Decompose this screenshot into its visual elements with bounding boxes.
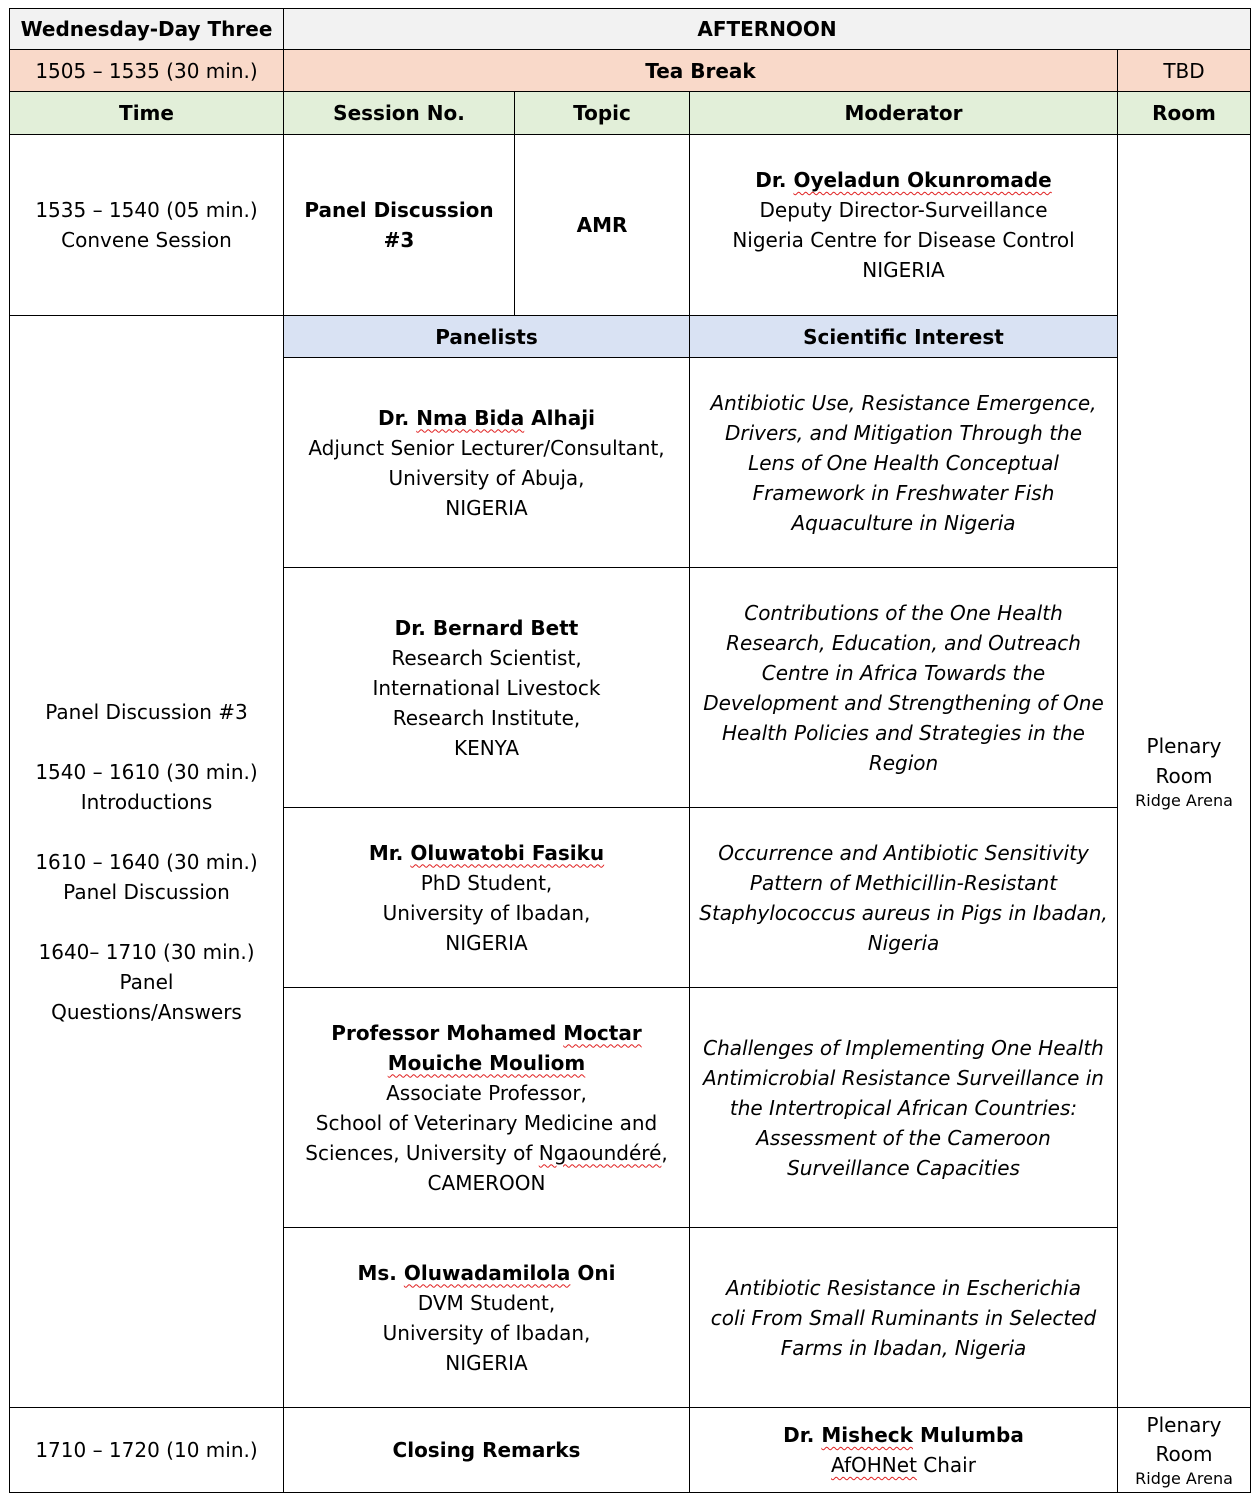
col-time: Time (10, 92, 284, 135)
tea-label: Tea Break (284, 50, 1118, 92)
interest-line: Centre in Africa Towards the (761, 660, 1046, 685)
room-name: Plenary (1146, 1413, 1222, 1437)
panelist-detail: DVM Student, (417, 1290, 556, 1315)
convene-time: 1535 – 1540 (05 min.) (35, 198, 258, 222)
closing-moderator-name: Dr. Misheck Mulumba (783, 1423, 1024, 1447)
interest-cell (690, 808, 1118, 988)
panelist-name-2: Mouiche Mouliom (387, 1050, 586, 1075)
tea-room: TBD (1118, 50, 1251, 92)
closing-moderator (690, 1408, 1118, 1493)
interest-line: Assessment of the Cameroon (756, 1125, 1051, 1150)
panelists-header: Panelists (284, 316, 690, 358)
panelist-detail: Research Institute, (392, 705, 581, 730)
slot-time: 1540 – 1610 (30 min.) (35, 759, 258, 784)
interest-line: Drivers, and Mitigation Through the (724, 420, 1083, 445)
convene-session: Panel Discussion #3 (284, 135, 515, 316)
panelist-detail: KENYA (453, 735, 520, 760)
panelist-cell (284, 358, 690, 568)
interest-line: Antimicrobial Resistance Surveillance in (703, 1065, 1104, 1090)
moderator-name: Dr. Oyeladun Okunromade (755, 168, 1052, 192)
period-header: AFTERNOON (284, 9, 1251, 50)
panelist-detail: CAMEROON (427, 1170, 546, 1195)
slot-label-2: Questions/Answers (51, 999, 242, 1024)
interest-line: Pattern of Methicillin-Resistant (749, 870, 1058, 895)
slot-time: 1610 – 1640 (30 min.) (35, 849, 258, 874)
interest-line: Research, Education, and Outreach (726, 630, 1081, 655)
convene-topic: AMR (515, 135, 690, 316)
interest-cell (690, 988, 1118, 1228)
convene-moderator (690, 135, 1118, 316)
interest-line: Lens of One Health Conceptual (748, 450, 1059, 475)
panelist-cell (284, 808, 690, 988)
interest-cell (690, 568, 1118, 808)
slot-label: Panel Discussion (63, 879, 230, 904)
closing-time: 1710 – 1720 (10 min.) (10, 1408, 284, 1493)
closing-room (1118, 1408, 1251, 1493)
slot-label: Introductions (80, 789, 213, 814)
panelist-detail: Sciences, University of Ngaoundéré, (305, 1140, 668, 1165)
interest-line: Development and Strengthening of One (703, 690, 1104, 715)
interest-line: Challenges of Implementing One Health (703, 1035, 1104, 1060)
interest-line: Antibiotic Resistance in Escherichia (726, 1275, 1081, 1300)
panelist-name: Dr. Bernard Bett (394, 615, 579, 640)
closing-session: Closing Remarks (284, 1408, 690, 1493)
panel-title: Panel Discussion #3 (45, 699, 248, 724)
panelist-detail: NIGERIA (445, 1350, 528, 1375)
interest-line: the Intertropical African Countries: (729, 1095, 1078, 1120)
panelist-detail: School of Veterinary Medicine and (315, 1110, 658, 1135)
moderator-role: Deputy Director-Surveillance (759, 198, 1048, 222)
slot-time: 1640– 1710 (30 min.) (38, 939, 255, 964)
interest-header: Scientific Interest (690, 316, 1118, 358)
panelist-cell (284, 1228, 690, 1408)
plenary-room-cell (1118, 135, 1251, 1408)
schedule-table (9, 8, 1251, 1493)
room-venue: Ridge Arena (1135, 1469, 1233, 1488)
room-name-2: Room (1155, 764, 1213, 788)
col-room: Room (1118, 92, 1251, 135)
convene-time-label: Convene Session (61, 228, 232, 252)
interest-line: Occurrence and Antibiotic Sensitivity (718, 840, 1089, 865)
panelist-detail: Research Scientist, (391, 645, 582, 670)
room-name: Plenary (1146, 734, 1222, 758)
panelist-detail: International Livestock (372, 675, 601, 700)
slot-label: Panel (119, 969, 174, 994)
panelist-name: Dr. Nma Bida Alhaji (378, 405, 595, 430)
moderator-country: NIGERIA (862, 258, 945, 282)
convene-time-cell (10, 135, 284, 316)
room-name-2: Room (1155, 1442, 1213, 1466)
col-session: Session No. (284, 92, 515, 135)
moderator-org: Nigeria Centre for Disease Control (732, 228, 1075, 252)
panelist-detail: NIGERIA (445, 930, 528, 955)
col-topic: Topic (515, 92, 690, 135)
panelist-detail: NIGERIA (445, 495, 528, 520)
panelist-name: Mr. Oluwatobi Fasiku (368, 840, 605, 865)
panelist-name: Ms. Oluwadamilola Oni (357, 1260, 616, 1285)
panelist-name: Professor Mohamed Moctar (331, 1020, 642, 1045)
panelist-detail: University of Abuja, (388, 465, 585, 490)
interest-cell (690, 1228, 1118, 1408)
panelist-detail: University of Ibadan, (382, 1320, 591, 1345)
tea-time: 1505 – 1535 (30 min.) (10, 50, 284, 92)
interest-line: Contributions of the One Health (744, 600, 1063, 625)
col-moderator: Moderator (690, 92, 1118, 135)
interest-line: Antibiotic Use, Resistance Emergence, (710, 390, 1097, 415)
panelist-detail: Associate Professor, (386, 1080, 587, 1105)
panelist-detail: PhD Student, (420, 870, 553, 895)
interest-line: coli From Small Ruminants in Selected (710, 1305, 1097, 1330)
interest-line: Staphylococcus aureus in Pigs in Ibadan, (699, 900, 1108, 925)
interest-cell (690, 358, 1118, 568)
room-venue: Ridge Arena (1135, 791, 1233, 810)
panelist-cell (284, 568, 690, 808)
interest-line: Aquaculture in Nigeria (791, 510, 1016, 535)
day-header: Wednesday-Day Three (10, 9, 284, 50)
closing-moderator-role: AfOHNet Chair (831, 1453, 976, 1477)
panelist-detail: University of Ibadan, (382, 900, 591, 925)
interest-line: Nigeria (867, 930, 940, 955)
interest-line: Health Policies and Strategies in the (722, 720, 1085, 745)
panel-time-cell (10, 316, 284, 1408)
interest-line: Framework in Freshwater Fish (752, 480, 1055, 505)
panelist-detail: Adjunct Senior Lecturer/Consultant, (308, 435, 665, 460)
interest-line: Farms in Ibadan, Nigeria (780, 1335, 1027, 1360)
interest-line: Region (868, 750, 939, 775)
panelist-cell (284, 988, 690, 1228)
interest-line: Surveillance Capacities (787, 1155, 1020, 1180)
